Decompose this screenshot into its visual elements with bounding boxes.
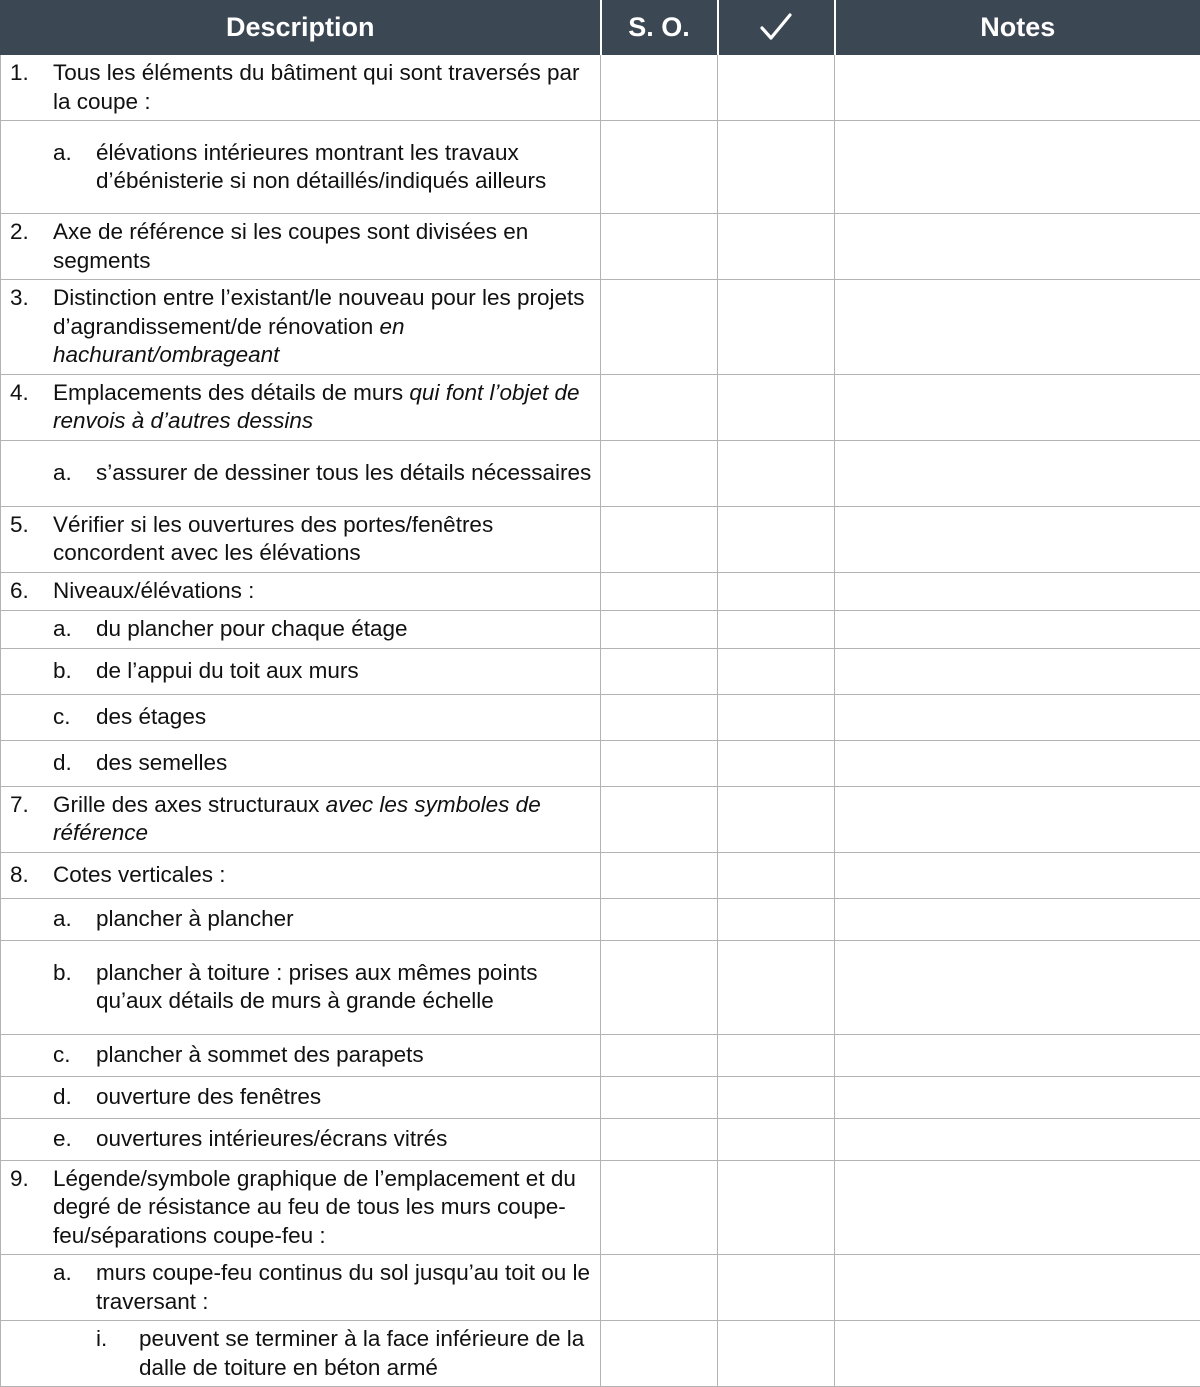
description-cell bbox=[1, 740, 601, 786]
list-item bbox=[1, 861, 594, 890]
so-cell[interactable] bbox=[601, 852, 718, 898]
list-item bbox=[1, 577, 594, 606]
table-row bbox=[1, 852, 1200, 898]
check-cell[interactable] bbox=[718, 121, 835, 214]
item-number: b. bbox=[53, 657, 96, 686]
so-cell[interactable] bbox=[601, 374, 718, 440]
item-text-italic: qui font l’objet de renvois à d’autres dessins bbox=[53, 380, 580, 434]
description-cell bbox=[1, 940, 601, 1034]
so-cell[interactable] bbox=[601, 1034, 718, 1076]
check-cell[interactable] bbox=[718, 1160, 835, 1255]
item-text: Distinction entre l’existant/le nouveau pour les projets d’agrandissement/de rénovation bbox=[53, 285, 585, 339]
list-item bbox=[1, 218, 594, 275]
item-text: des étages bbox=[96, 704, 206, 729]
so-cell[interactable] bbox=[601, 1321, 718, 1387]
notes-cell[interactable] bbox=[835, 1255, 1200, 1321]
item-text-wrap bbox=[96, 1125, 594, 1154]
table-row bbox=[1, 121, 1200, 214]
description-cell bbox=[1, 694, 601, 740]
list-item bbox=[1, 1259, 594, 1316]
table-row bbox=[1, 214, 1200, 280]
table-row bbox=[1, 1076, 1200, 1118]
item-number: 9. bbox=[10, 1165, 53, 1194]
item-number: a. bbox=[53, 1259, 96, 1288]
notes-cell[interactable] bbox=[835, 1160, 1200, 1255]
description-cell bbox=[1, 1160, 601, 1255]
item-text: Légende/symbole graphique de l’emplacement et du degré de résistance au feu de tous les murs coupe-feu/séparations coupe-feu : bbox=[53, 1166, 576, 1248]
notes-cell[interactable] bbox=[835, 214, 1200, 280]
table-row bbox=[1, 1321, 1200, 1387]
list-item bbox=[1, 284, 594, 370]
item-text: du plancher pour chaque étage bbox=[96, 616, 408, 641]
item-text-wrap bbox=[96, 459, 594, 488]
so-cell[interactable] bbox=[601, 694, 718, 740]
item-number: b. bbox=[53, 959, 96, 988]
item-text-italic: avec les symboles de référence bbox=[53, 792, 541, 846]
item-text-wrap bbox=[96, 749, 594, 778]
item-text: Grille des axes structuraux bbox=[53, 792, 326, 817]
table-row bbox=[1, 940, 1200, 1034]
check-cell[interactable] bbox=[718, 572, 835, 610]
table-row bbox=[1, 572, 1200, 610]
description-cell bbox=[1, 374, 601, 440]
item-text: plancher à sommet des parapets bbox=[96, 1042, 424, 1067]
item-text-wrap bbox=[53, 577, 594, 606]
notes-cell[interactable] bbox=[835, 1118, 1200, 1160]
list-item bbox=[1, 1165, 594, 1251]
item-number: d. bbox=[53, 749, 96, 778]
item-text: Emplacements des détails de murs bbox=[53, 380, 409, 405]
description-cell bbox=[1, 506, 601, 572]
so-cell[interactable] bbox=[601, 610, 718, 648]
so-cell[interactable] bbox=[601, 121, 718, 214]
header-description: Description bbox=[1, 0, 601, 55]
description-cell bbox=[1, 1118, 601, 1160]
so-cell[interactable] bbox=[601, 1255, 718, 1321]
table-row bbox=[1, 506, 1200, 572]
description-cell bbox=[1, 1076, 601, 1118]
notes-cell[interactable] bbox=[835, 572, 1200, 610]
list-item bbox=[1, 459, 594, 488]
list-item bbox=[1, 657, 594, 686]
so-cell[interactable] bbox=[601, 786, 718, 852]
notes-cell[interactable] bbox=[835, 280, 1200, 375]
notes-cell[interactable] bbox=[835, 694, 1200, 740]
check-icon bbox=[759, 12, 793, 42]
item-number: i. bbox=[96, 1325, 139, 1354]
item-text: Cotes verticales : bbox=[53, 862, 226, 887]
item-text-wrap bbox=[53, 59, 594, 116]
list-item bbox=[1, 1325, 594, 1382]
list-item bbox=[1, 1041, 594, 1070]
item-text-wrap bbox=[96, 139, 594, 196]
check-cell[interactable] bbox=[718, 852, 835, 898]
item-number: 4. bbox=[10, 379, 53, 408]
item-text: peuvent se terminer à la face inférieure de la dalle de toiture en béton armé bbox=[139, 1326, 584, 1380]
item-number: d. bbox=[53, 1083, 96, 1112]
header-so: S. O. bbox=[601, 0, 718, 55]
item-text: murs coupe-feu continus du sol jusqu’au toit ou le traversant : bbox=[96, 1260, 590, 1314]
check-cell[interactable] bbox=[718, 610, 835, 648]
table-row bbox=[1, 898, 1200, 940]
item-text: Vérifier si les ouvertures des portes/fenêtres concordent avec les élévations bbox=[53, 512, 493, 566]
list-item bbox=[1, 791, 594, 848]
item-text-wrap bbox=[96, 959, 594, 1016]
check-cell[interactable] bbox=[718, 506, 835, 572]
check-cell[interactable] bbox=[718, 1118, 835, 1160]
description-cell bbox=[1, 1321, 601, 1387]
description-cell bbox=[1, 898, 601, 940]
check-cell[interactable] bbox=[718, 1076, 835, 1118]
notes-cell[interactable] bbox=[835, 121, 1200, 214]
table-row bbox=[1, 374, 1200, 440]
notes-cell[interactable] bbox=[835, 1321, 1200, 1387]
table-row bbox=[1, 1118, 1200, 1160]
notes-cell[interactable] bbox=[835, 506, 1200, 572]
item-text: s’assurer de dessiner tous les détails nécessaires bbox=[96, 460, 591, 485]
item-number: a. bbox=[53, 459, 96, 488]
item-text-wrap bbox=[53, 379, 594, 436]
item-text-wrap bbox=[96, 657, 594, 686]
item-text: de l’appui du toit aux murs bbox=[96, 658, 359, 683]
check-cell[interactable] bbox=[718, 214, 835, 280]
item-number: 2. bbox=[10, 218, 53, 247]
notes-cell[interactable] bbox=[835, 648, 1200, 694]
so-cell[interactable] bbox=[601, 572, 718, 610]
description-cell bbox=[1, 440, 601, 506]
description-cell bbox=[1, 214, 601, 280]
description-cell bbox=[1, 610, 601, 648]
list-item bbox=[1, 1083, 594, 1112]
item-number: e. bbox=[53, 1125, 96, 1154]
item-text-wrap bbox=[53, 284, 594, 370]
notes-cell[interactable] bbox=[835, 1076, 1200, 1118]
check-cell[interactable] bbox=[718, 1255, 835, 1321]
item-text: Tous les éléments du bâtiment qui sont traversés par la coupe : bbox=[53, 60, 580, 114]
item-text: Axe de référence si les coupes sont divisées en segments bbox=[53, 219, 528, 273]
check-cell[interactable] bbox=[718, 694, 835, 740]
so-cell[interactable] bbox=[601, 506, 718, 572]
so-cell[interactable] bbox=[601, 898, 718, 940]
table-row bbox=[1, 55, 1200, 121]
header-check bbox=[718, 0, 835, 55]
so-cell[interactable] bbox=[601, 740, 718, 786]
item-number: a. bbox=[53, 905, 96, 934]
list-item bbox=[1, 59, 594, 116]
description-cell bbox=[1, 648, 601, 694]
so-cell[interactable] bbox=[601, 940, 718, 1034]
table-row bbox=[1, 740, 1200, 786]
so-cell[interactable] bbox=[601, 214, 718, 280]
check-cell[interactable] bbox=[718, 940, 835, 1034]
item-text-wrap bbox=[96, 1259, 594, 1316]
item-text-wrap bbox=[53, 218, 594, 275]
notes-cell[interactable] bbox=[835, 1034, 1200, 1076]
description-cell bbox=[1, 280, 601, 375]
notes-cell[interactable] bbox=[835, 440, 1200, 506]
description-cell bbox=[1, 55, 601, 121]
item-text-wrap bbox=[96, 615, 594, 644]
list-item bbox=[1, 379, 594, 436]
list-item bbox=[1, 905, 594, 934]
item-number: a. bbox=[53, 615, 96, 644]
table-row bbox=[1, 440, 1200, 506]
list-item bbox=[1, 615, 594, 644]
item-text: élévations intérieures montrant les travaux d’ébénisterie si non détaillés/indiqués ailleurs bbox=[96, 140, 546, 194]
table-row bbox=[1, 1034, 1200, 1076]
item-text-wrap bbox=[53, 861, 594, 890]
item-text-wrap bbox=[96, 1041, 594, 1070]
item-text: ouvertures intérieures/écrans vitrés bbox=[96, 1126, 447, 1151]
list-item bbox=[1, 511, 594, 568]
item-number: 6. bbox=[10, 577, 53, 606]
table-row bbox=[1, 610, 1200, 648]
so-cell[interactable] bbox=[601, 55, 718, 121]
item-text: plancher à toiture : prises aux mêmes points qu’aux détails de murs à grande échelle bbox=[96, 960, 537, 1014]
list-item bbox=[1, 959, 594, 1016]
table-row bbox=[1, 1160, 1200, 1255]
description-cell bbox=[1, 786, 601, 852]
item-number: 8. bbox=[10, 861, 53, 890]
item-number: c. bbox=[53, 1041, 96, 1070]
notes-cell[interactable] bbox=[835, 786, 1200, 852]
so-cell[interactable] bbox=[601, 280, 718, 375]
check-cell[interactable] bbox=[718, 440, 835, 506]
table-row bbox=[1, 786, 1200, 852]
list-item bbox=[1, 1125, 594, 1154]
notes-cell[interactable] bbox=[835, 940, 1200, 1034]
item-text-italic: en hachurant/ombrageant bbox=[53, 314, 405, 368]
so-cell[interactable] bbox=[601, 1160, 718, 1255]
check-cell[interactable] bbox=[718, 55, 835, 121]
item-number: 5. bbox=[10, 511, 53, 540]
check-cell[interactable] bbox=[718, 1034, 835, 1076]
item-text: plancher à plancher bbox=[96, 906, 294, 931]
list-item bbox=[1, 749, 594, 778]
table-row bbox=[1, 1255, 1200, 1321]
table-row bbox=[1, 280, 1200, 375]
notes-cell[interactable] bbox=[835, 898, 1200, 940]
description-cell bbox=[1, 1255, 601, 1321]
so-cell[interactable] bbox=[601, 648, 718, 694]
so-cell[interactable] bbox=[601, 440, 718, 506]
item-number: 1. bbox=[10, 59, 53, 88]
list-item bbox=[1, 139, 594, 196]
notes-cell[interactable] bbox=[835, 610, 1200, 648]
item-text-wrap bbox=[96, 905, 594, 934]
header-notes: Notes bbox=[835, 0, 1200, 55]
item-number: 3. bbox=[10, 284, 53, 313]
description-cell bbox=[1, 1034, 601, 1076]
notes-cell[interactable] bbox=[835, 852, 1200, 898]
table-row bbox=[1, 694, 1200, 740]
item-text-wrap bbox=[139, 1325, 594, 1382]
item-text-wrap bbox=[53, 511, 594, 568]
item-text-wrap bbox=[53, 1165, 594, 1251]
description-cell bbox=[1, 572, 601, 610]
list-item bbox=[1, 703, 594, 732]
item-text-wrap bbox=[96, 1083, 594, 1112]
table-row bbox=[1, 648, 1200, 694]
notes-cell[interactable] bbox=[835, 374, 1200, 440]
so-cell[interactable] bbox=[601, 1118, 718, 1160]
item-text: des semelles bbox=[96, 750, 227, 775]
check-cell[interactable] bbox=[718, 280, 835, 375]
check-cell[interactable] bbox=[718, 786, 835, 852]
check-cell[interactable] bbox=[718, 740, 835, 786]
item-number: a. bbox=[53, 139, 96, 168]
item-text: ouverture des fenêtres bbox=[96, 1084, 321, 1109]
notes-cell[interactable] bbox=[835, 740, 1200, 786]
item-number: 7. bbox=[10, 791, 53, 820]
description-cell bbox=[1, 852, 601, 898]
so-cell[interactable] bbox=[601, 1076, 718, 1118]
item-text-wrap bbox=[53, 791, 594, 848]
check-cell[interactable] bbox=[718, 1321, 835, 1387]
item-text-wrap bbox=[96, 703, 594, 732]
item-number: c. bbox=[53, 703, 96, 732]
check-cell[interactable] bbox=[718, 648, 835, 694]
check-cell[interactable] bbox=[718, 374, 835, 440]
check-cell[interactable] bbox=[718, 898, 835, 940]
description-cell bbox=[1, 121, 601, 214]
item-text: Niveaux/élévations : bbox=[53, 578, 254, 603]
header-row bbox=[1, 0, 1200, 55]
notes-cell[interactable] bbox=[835, 55, 1200, 121]
